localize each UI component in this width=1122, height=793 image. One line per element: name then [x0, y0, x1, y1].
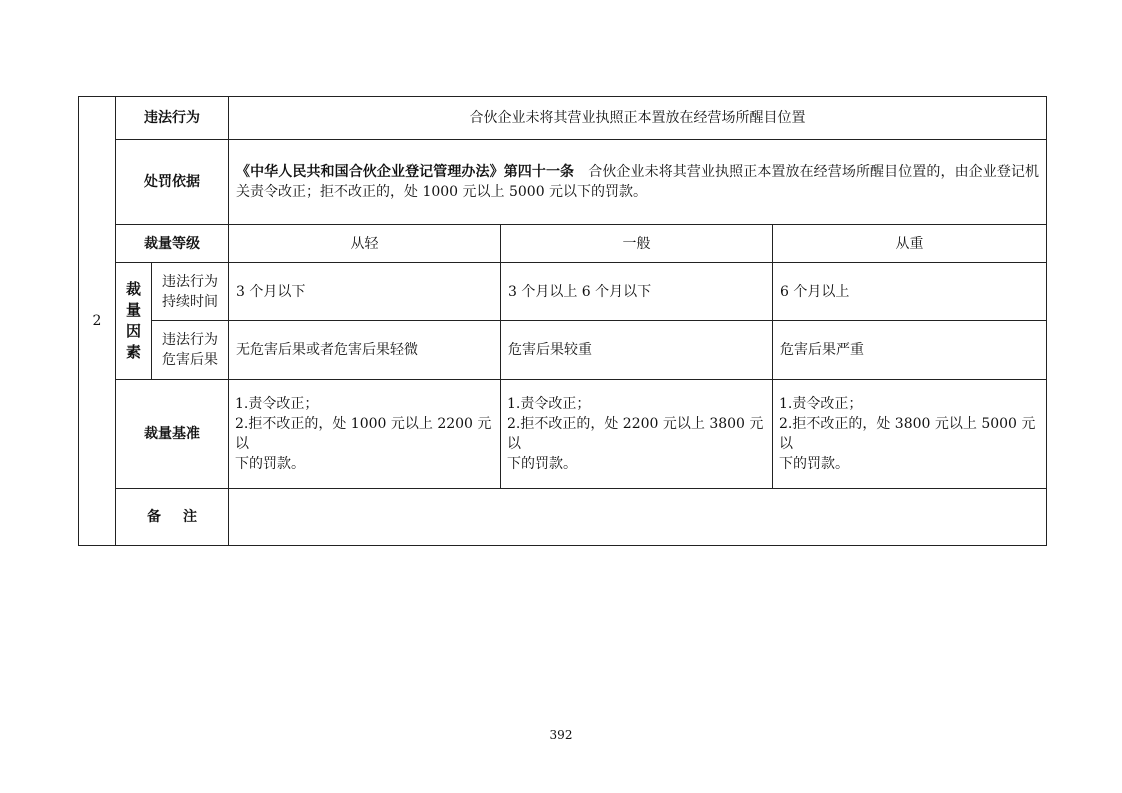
factor-row-harm: [79, 321, 1047, 380]
factor-row-duration: [79, 263, 1047, 321]
remarks-label-char: 注: [183, 509, 197, 525]
remarks-value: [229, 489, 1047, 546]
levels-row: [79, 225, 1047, 263]
standard-row: [79, 380, 1047, 489]
standard-line: 下的罚款。: [779, 456, 849, 472]
factors-label: [116, 263, 152, 380]
duration-heavy: 6 个月以上: [773, 263, 1047, 321]
remarks-label: [116, 489, 229, 546]
standard-light: [229, 380, 501, 489]
levels-label: 裁量等级: [116, 225, 229, 263]
standard-line: 2.拒不改正的，处 1000 元以上 2200 元以: [235, 416, 492, 452]
basis-value: [229, 140, 1047, 225]
standard-normal: [501, 380, 773, 489]
standard-heavy: [773, 380, 1047, 489]
standard-line: 2.拒不改正的，处 3800 元以上 5000 元以: [779, 416, 1036, 452]
level-light: 从轻: [229, 225, 501, 263]
factor-name-line: 持续时间: [162, 293, 218, 310]
basis-text: 合伙企业未将其营业执照正本置放在经营场所醒目位置的，由企业登记机关责令改正；拒不改正的，处 1000 元以上 5000 元以下的罚款。: [236, 164, 1040, 200]
factor-name-duration: [152, 263, 229, 321]
row-number: 2: [92, 313, 102, 329]
remarks-row: [79, 489, 1047, 546]
standard-line: 1.责令改正；: [235, 396, 319, 412]
harm-heavy: 危害后果严重: [773, 321, 1047, 380]
duration-normal: 3 个月以上 6 个月以下: [501, 263, 773, 321]
level-normal: 一般: [501, 225, 773, 263]
basis-row: [79, 140, 1047, 225]
harm-light: 无危害后果或者危害后果轻微: [229, 321, 501, 380]
page-number: 392: [549, 728, 573, 742]
standard-line: 下的罚款。: [507, 456, 577, 472]
factor-name-harm: [152, 321, 229, 380]
factors-label-char: 素: [125, 343, 141, 361]
factor-name-line: 违法行为: [162, 332, 218, 348]
standard-line: 1.责令改正；: [507, 396, 591, 412]
basis-label: 处罚依据: [116, 140, 229, 225]
standard-line: 下的罚款。: [235, 456, 305, 472]
factors-label-char: 因: [125, 322, 141, 340]
violation-value: 合伙企业未将其营业执照正本置放在经营场所醒目位置: [229, 97, 1047, 140]
factor-name-line: 危害后果: [162, 352, 218, 368]
basis-title: 《中华人民共和国合伙企业登记管理办法》第四十一条: [236, 164, 575, 180]
factor-name-line: 违法行为: [162, 273, 218, 290]
standard-label: 裁量基准: [116, 380, 229, 489]
level-heavy: 从重: [773, 225, 1047, 263]
row-number-cell: [79, 97, 116, 546]
violation-label: 违法行为: [116, 97, 229, 140]
remarks-label-char: 备: [147, 509, 161, 525]
duration-light: 3 个月以下: [229, 263, 501, 321]
penalty-discretion-table: [78, 96, 1047, 546]
violation-row: [79, 97, 1047, 140]
factors-label-char: 量: [125, 301, 141, 319]
harm-normal: 危害后果较重: [501, 321, 773, 380]
standard-line: 1.责令改正；: [779, 396, 863, 412]
standard-line: 2.拒不改正的，处 2200 元以上 3800 元以: [507, 416, 764, 452]
factors-label-char: 裁: [125, 280, 141, 298]
